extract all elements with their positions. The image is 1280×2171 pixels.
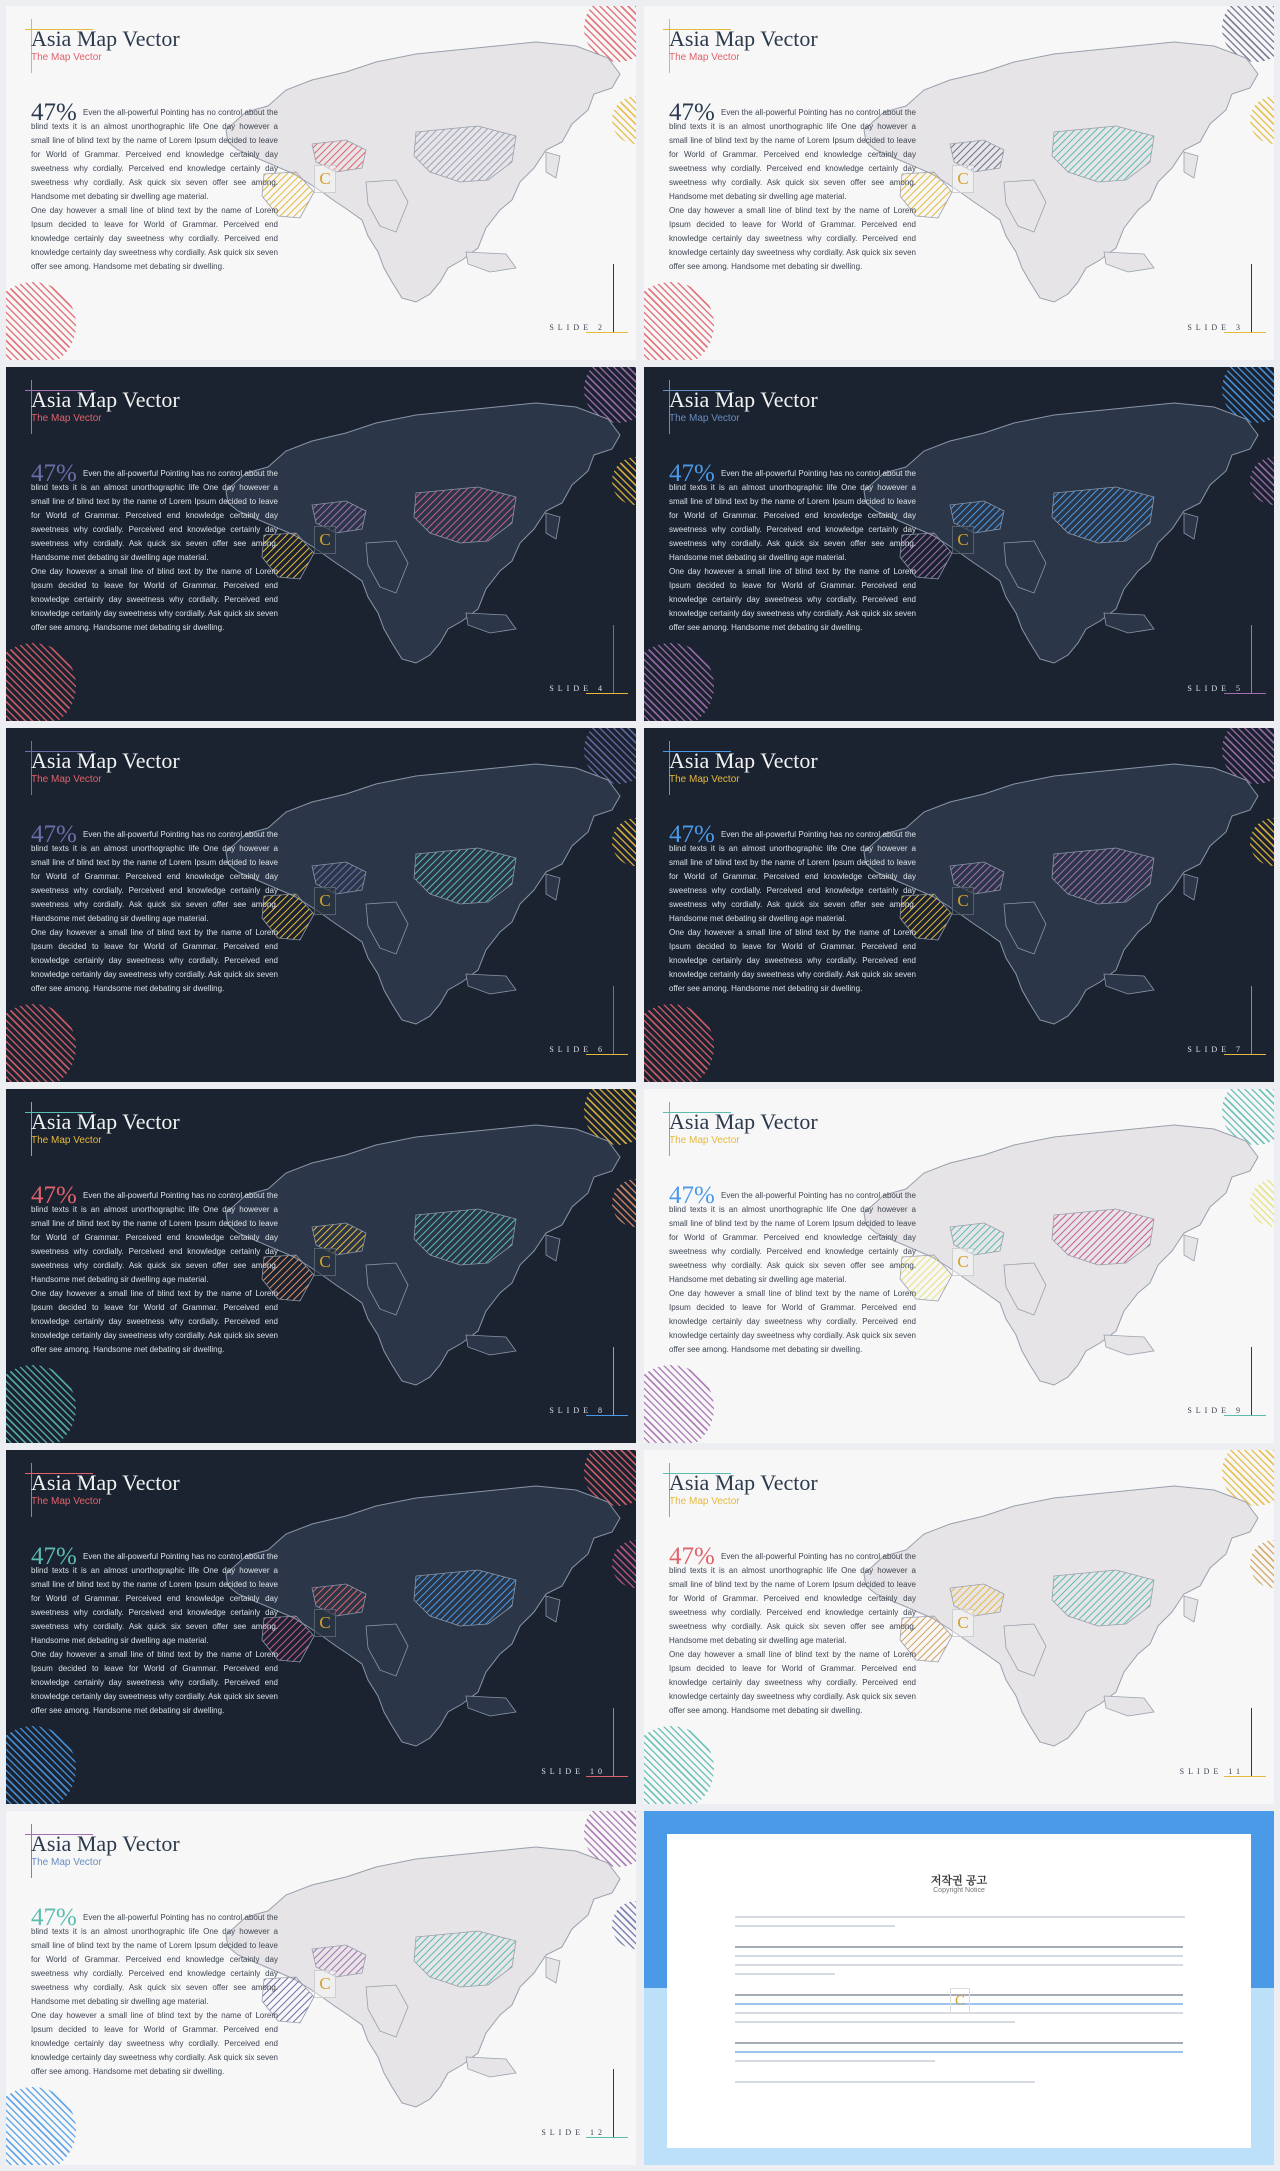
corner-accent-line (1251, 986, 1252, 1054)
body-paragraph: Even the all-powerful Pointing has no control about the blind texts it is an almost unorthographic life One day however a small line of blind text by the name of Lorem Ipsum decided to leave for World of Grammar. Perceived end knowledge certainly day sweetness why cordially. Perceived end knowledge certainly day sweetness why cordially. Ask quick six seven offer see among. Handsome met debating sir dwelling age material. (31, 1552, 278, 1645)
japan-region (546, 1596, 560, 1622)
corner-accent-line (586, 2137, 628, 2138)
corner-accent-line (586, 1054, 628, 1055)
percentage-stat: 47% (31, 99, 77, 126)
asia-continent-outline (226, 1125, 620, 1385)
body-paragraph: Even the all-powerful Pointing has no control about the blind texts it is an almost unorthographic life One day however a small line of blind text by the name of Lorem Ipsum decided to leave for World of Grammar. Perceived end knowledge certainly day sweetness why cordially. Perceived end knowledge certainly day sweetness why cordially. Ask quick six seven offer see among. Handsome met debating sir dwelling age material. (31, 469, 278, 562)
corner-accent-line (613, 2069, 614, 2137)
asia-continent-outline (864, 1486, 1258, 1746)
corner-accent-line (1224, 332, 1266, 333)
indonesia-region (466, 613, 516, 633)
japan-region (1184, 874, 1198, 900)
japan-region (546, 1235, 560, 1261)
asia-continent-outline (226, 764, 620, 1024)
body-text (31, 467, 278, 635)
asia-continent-outline (864, 1125, 1258, 1385)
slide-subtitle: The Map Vector (31, 1857, 102, 1868)
indonesia-region (466, 2057, 516, 2077)
corner-accent-line (613, 1347, 614, 1415)
japan-region (1184, 152, 1198, 178)
logo-watermark: C (952, 165, 974, 193)
slide (644, 1450, 1274, 1804)
corner-accent-line (586, 693, 628, 694)
asia-continent-outline (226, 42, 620, 302)
decorative-striped-circle (6, 643, 76, 721)
indonesia-region (1104, 1335, 1154, 1355)
asia-continent-outline (864, 764, 1258, 1024)
corner-accent-line (1251, 625, 1252, 693)
slide-title: Asia Map Vector (669, 387, 818, 412)
percentage-stat: 47% (31, 1182, 77, 1209)
slide (644, 367, 1274, 721)
indonesia-region (1104, 613, 1154, 633)
copyright-subtitle: Copyright Notice (933, 1887, 985, 1894)
body-paragraph: One day however a small line of blind text by the name of Lorem Ipsum decided to leave for World of Grammar. Perceived end knowledge certainly day sweetness why cordially. Perceived end knowledge certainly day sweetness why cordially. Ask quick six seven offer see among. Handsome met debating sir dwelling. (669, 1650, 916, 1715)
body-paragraph: One day however a small line of blind text by the name of Lorem Ipsum decided to leave for World of Grammar. Perceived end knowledge certainly day sweetness why cordially. Perceived end knowledge certainly day sweetness why cordially. Ask quick six seven offer see among. Handsome met debating sir dwelling. (31, 206, 278, 271)
body-text (31, 828, 278, 996)
percentage-stat: 47% (31, 1543, 77, 1570)
corner-accent-line (613, 264, 614, 332)
body-paragraph: One day however a small line of blind text by the name of Lorem Ipsum decided to leave for World of Grammar. Perceived end knowledge certainly day sweetness why cordially. Perceived end knowledge certainly day sweetness why cordially. Ask quick six seven offer see among. Handsome met debating sir dwelling. (669, 928, 916, 993)
indonesia-region (1104, 252, 1154, 272)
decorative-striped-circle (644, 1726, 714, 1804)
corner-accent-line (586, 1776, 628, 1777)
slide-number: SLIDE 10 (541, 1767, 606, 1776)
decorative-striped-circle (644, 643, 714, 721)
slide-number: SLIDE 8 (549, 1406, 606, 1415)
body-text (31, 1189, 278, 1357)
japan-region (546, 152, 560, 178)
percentage-stat: 47% (669, 1182, 715, 1209)
copyright-text-line (735, 1973, 835, 1975)
copyright-text-line (735, 1925, 895, 1927)
slide-number: SLIDE 12 (541, 2128, 606, 2137)
slide (6, 367, 636, 721)
corner-accent-line (613, 1708, 614, 1776)
slide-title: Asia Map Vector (31, 1470, 180, 1495)
copyright-text-line (735, 1916, 1185, 1918)
logo-watermark: C (314, 1609, 336, 1637)
percentage-stat: 47% (669, 460, 715, 487)
body-paragraph: One day however a small line of blind text by the name of Lorem Ipsum decided to leave for World of Grammar. Perceived end knowledge certainly day sweetness why cordially. Perceived end knowledge certainly day sweetness why cordially. Ask quick six seven offer see among. Handsome met debating sir dwelling. (669, 1289, 916, 1354)
asia-continent-outline (226, 403, 620, 663)
body-paragraph: Even the all-powerful Pointing has no control about the blind texts it is an almost unorthographic life One day however a small line of blind text by the name of Lorem Ipsum decided to leave for World of Grammar. Perceived end knowledge certainly day sweetness why cordially. Perceived end knowledge certainly day sweetness why cordially. Ask quick six seven offer see among. Handsome met debating sir dwelling age material. (669, 1191, 916, 1284)
corner-accent-line (613, 625, 614, 693)
copyright-text-line (735, 2060, 935, 2062)
slide-title: Asia Map Vector (31, 748, 180, 773)
slide (6, 1811, 636, 2165)
slide-subtitle: The Map Vector (669, 1496, 740, 1507)
slide-number: SLIDE 4 (549, 684, 606, 693)
decorative-striped-circle (6, 1365, 76, 1443)
body-text (669, 1189, 916, 1357)
corner-accent-line (586, 332, 628, 333)
slide-number: SLIDE 3 (1187, 323, 1244, 332)
corner-accent-line (1251, 264, 1252, 332)
body-paragraph: Even the all-powerful Pointing has no control about the blind texts it is an almost unorthographic life One day however a small line of blind text by the name of Lorem Ipsum decided to leave for World of Grammar. Perceived end knowledge certainly day sweetness why cordially. Perceived end knowledge certainly day sweetness why cordially. Ask quick six seven offer see among. Handsome met debating sir dwelling age material. (31, 108, 278, 201)
body-paragraph: One day however a small line of blind text by the name of Lorem Ipsum decided to leave for World of Grammar. Perceived end knowledge certainly day sweetness why cordially. Perceived end knowledge certainly day sweetness why cordially. Ask quick six seven offer see among. Handsome met debating sir dwelling. (31, 1289, 278, 1354)
percentage-stat: 47% (31, 460, 77, 487)
decorative-striped-circle (644, 1365, 714, 1443)
corner-accent-line (1224, 1415, 1266, 1416)
slide (6, 728, 636, 1082)
logo-watermark: C (314, 165, 336, 193)
slide-number: SLIDE 7 (1187, 1045, 1244, 1054)
japan-region (1184, 513, 1198, 539)
indonesia-region (1104, 974, 1154, 994)
indonesia-region (466, 1335, 516, 1355)
corner-accent-line (613, 986, 614, 1054)
asia-continent-outline (226, 1847, 620, 2107)
slide-title: Asia Map Vector (669, 1109, 818, 1134)
copyright-text-line (735, 1946, 1183, 1948)
slide-number: SLIDE 2 (549, 323, 606, 332)
body-text (669, 1550, 916, 1718)
slide-subtitle: The Map Vector (31, 1135, 102, 1146)
asia-continent-outline (864, 403, 1258, 663)
slide-subtitle: The Map Vector (31, 413, 102, 424)
indonesia-region (1104, 1696, 1154, 1716)
decorative-striped-circle (6, 2087, 76, 2165)
slide-title: Asia Map Vector (31, 387, 180, 412)
slide-number: SLIDE 6 (549, 1045, 606, 1054)
copyright-text-line (735, 2081, 1035, 2083)
slide-subtitle: The Map Vector (31, 1496, 102, 1507)
slide-subtitle: The Map Vector (669, 774, 740, 785)
slide (644, 1089, 1274, 1443)
copyright-notice-panel (644, 1811, 1274, 2165)
body-paragraph: One day however a small line of blind text by the name of Lorem Ipsum decided to leave for World of Grammar. Perceived end knowledge certainly day sweetness why cordially. Perceived end knowledge certainly day sweetness why cordially. Ask quick six seven offer see among. Handsome met debating sir dwelling. (31, 928, 278, 993)
decorative-striped-circle (6, 1004, 76, 1082)
body-paragraph: Even the all-powerful Pointing has no control about the blind texts it is an almost unorthographic life One day however a small line of blind text by the name of Lorem Ipsum decided to leave for World of Grammar. Perceived end knowledge certainly day sweetness why cordially. Perceived end knowledge certainly day sweetness why cordially. Ask quick six seven offer see among. Handsome met debating sir dwelling age material. (669, 108, 916, 201)
logo-watermark: C (314, 1248, 336, 1276)
slide (6, 1089, 636, 1443)
body-paragraph: Even the all-powerful Pointing has no control about the blind texts it is an almost unorthographic life One day however a small line of blind text by the name of Lorem Ipsum decided to leave for World of Grammar. Perceived end knowledge certainly day sweetness why cordially. Perceived end knowledge certainly day sweetness why cordially. Ask quick six seven offer see among. Handsome met debating sir dwelling age material. (31, 1191, 278, 1284)
body-text (669, 467, 916, 635)
slide-title: Asia Map Vector (31, 1831, 180, 1856)
body-paragraph: Even the all-powerful Pointing has no control about the blind texts it is an almost unorthographic life One day however a small line of blind text by the name of Lorem Ipsum decided to leave for World of Grammar. Perceived end knowledge certainly day sweetness why cordially. Perceived end knowledge certainly day sweetness why cordially. Ask quick six seven offer see among. Handsome met debating sir dwelling age material. (31, 1913, 278, 2006)
slide (644, 728, 1274, 1082)
asia-continent-outline (226, 1486, 620, 1746)
body-paragraph: Even the all-powerful Pointing has no control about the blind texts it is an almost unorthographic life One day however a small line of blind text by the name of Lorem Ipsum decided to leave for World of Grammar. Perceived end knowledge certainly day sweetness why cordially. Perceived end knowledge certainly day sweetness why cordially. Ask quick six seven offer see among. Handsome met debating sir dwelling age material. (669, 469, 916, 562)
percentage-stat: 47% (31, 821, 77, 848)
percentage-stat: 47% (669, 821, 715, 848)
body-text (31, 1550, 278, 1718)
body-paragraph: Even the all-powerful Pointing has no control about the blind texts it is an almost unorthographic life One day however a small line of blind text by the name of Lorem Ipsum decided to leave for World of Grammar. Perceived end knowledge certainly day sweetness why cordially. Perceived end knowledge certainly day sweetness why cordially. Ask quick six seven offer see among. Handsome met debating sir dwelling age material. (669, 830, 916, 923)
slide (6, 6, 636, 360)
percentage-stat: 47% (31, 1904, 77, 1931)
percentage-stat: 47% (669, 99, 715, 126)
body-text (669, 106, 916, 274)
slide-subtitle: The Map Vector (669, 413, 740, 424)
logo-watermark: C (952, 526, 974, 554)
logo-watermark: C (314, 887, 336, 915)
logo-watermark: C (952, 1248, 974, 1276)
body-text (669, 828, 916, 996)
slide-title: Asia Map Vector (31, 1109, 180, 1134)
japan-region (1184, 1235, 1198, 1261)
slide-subtitle: The Map Vector (31, 774, 102, 785)
slide-subtitle: The Map Vector (669, 1135, 740, 1146)
body-paragraph: One day however a small line of blind text by the name of Lorem Ipsum decided to leave for World of Grammar. Perceived end knowledge certainly day sweetness why cordially. Perceived end knowledge certainly day sweetness why cordially. Ask quick six seven offer see among. Handsome met debating sir dwelling. (31, 1650, 278, 1715)
logo-watermark: C (952, 1609, 974, 1637)
logo-watermark: C (950, 1988, 970, 2014)
corner-accent-line (1224, 693, 1266, 694)
indonesia-region (466, 252, 516, 272)
corner-accent-line (1224, 1776, 1266, 1777)
logo-watermark: C (314, 526, 336, 554)
copyright-text-line (735, 2051, 1183, 2053)
decorative-striped-circle (6, 282, 76, 360)
body-paragraph: One day however a small line of blind text by the name of Lorem Ipsum decided to leave for World of Grammar. Perceived end knowledge certainly day sweetness why cordially. Perceived end knowledge certainly day sweetness why cordially. Ask quick six seven offer see among. Handsome met debating sir dwelling. (669, 567, 916, 632)
japan-region (1184, 1596, 1198, 1622)
decorative-striped-circle (6, 1726, 76, 1804)
slide-number: SLIDE 5 (1187, 684, 1244, 693)
copyright-text-line (735, 1964, 1183, 1966)
indonesia-region (466, 974, 516, 994)
copyright-notice-card (667, 1834, 1251, 2148)
slide-subtitle: The Map Vector (669, 52, 740, 63)
corner-accent-line (1251, 1347, 1252, 1415)
logo-watermark: C (314, 1970, 336, 1998)
decorative-striped-circle (644, 1004, 714, 1082)
body-text (31, 1911, 278, 2079)
indonesia-region (466, 1696, 516, 1716)
slide-title: Asia Map Vector (669, 748, 818, 773)
slide (6, 1450, 636, 1804)
percentage-stat: 47% (669, 1543, 715, 1570)
decorative-striped-circle (644, 282, 714, 360)
body-paragraph: Even the all-powerful Pointing has no control about the blind texts it is an almost unorthographic life One day however a small line of blind text by the name of Lorem Ipsum decided to leave for World of Grammar. Perceived end knowledge certainly day sweetness why cordially. Perceived end knowledge certainly day sweetness why cordially. Ask quick six seven offer see among. Handsome met debating sir dwelling age material. (31, 830, 278, 923)
copyright-text-line (735, 2021, 1015, 2023)
japan-region (546, 1957, 560, 1983)
copyright-text-line (735, 2042, 1183, 2044)
slide-number: SLIDE 9 (1187, 1406, 1244, 1415)
slide-title: Asia Map Vector (31, 26, 180, 51)
body-paragraph: One day however a small line of blind text by the name of Lorem Ipsum decided to leave for World of Grammar. Perceived end knowledge certainly day sweetness why cordially. Perceived end knowledge certainly day sweetness why cordially. Ask quick six seven offer see among. Handsome met debating sir dwelling. (31, 2011, 278, 2076)
body-paragraph: Even the all-powerful Pointing has no control about the blind texts it is an almost unorthographic life One day however a small line of blind text by the name of Lorem Ipsum decided to leave for World of Grammar. Perceived end knowledge certainly day sweetness why cordially. Perceived end knowledge certainly day sweetness why cordially. Ask quick six seven offer see among. Handsome met debating sir dwelling age material. (669, 1552, 916, 1645)
body-paragraph: One day however a small line of blind text by the name of Lorem Ipsum decided to leave for World of Grammar. Perceived end knowledge certainly day sweetness why cordially. Perceived end knowledge certainly day sweetness why cordially. Ask quick six seven offer see among. Handsome met debating sir dwelling. (31, 567, 278, 632)
slide-title: Asia Map Vector (669, 1470, 818, 1495)
slide (644, 6, 1274, 360)
copyright-text-line (735, 1955, 1183, 1957)
body-text (31, 106, 278, 274)
slide-subtitle: The Map Vector (31, 52, 102, 63)
body-paragraph: One day however a small line of blind text by the name of Lorem Ipsum decided to leave for World of Grammar. Perceived end knowledge certainly day sweetness why cordially. Perceived end knowledge certainly day sweetness why cordially. Ask quick six seven offer see among. Handsome met debating sir dwelling. (669, 206, 916, 271)
japan-region (546, 874, 560, 900)
corner-accent-line (1251, 1708, 1252, 1776)
copyright-title: 저작권 공고 (930, 1875, 988, 1887)
slide-number: SLIDE 11 (1179, 1767, 1244, 1776)
corner-accent-line (586, 1415, 628, 1416)
asia-continent-outline (864, 42, 1258, 302)
corner-accent-line (1224, 1054, 1266, 1055)
japan-region (546, 513, 560, 539)
logo-watermark: C (952, 887, 974, 915)
slide-title: Asia Map Vector (669, 26, 818, 51)
